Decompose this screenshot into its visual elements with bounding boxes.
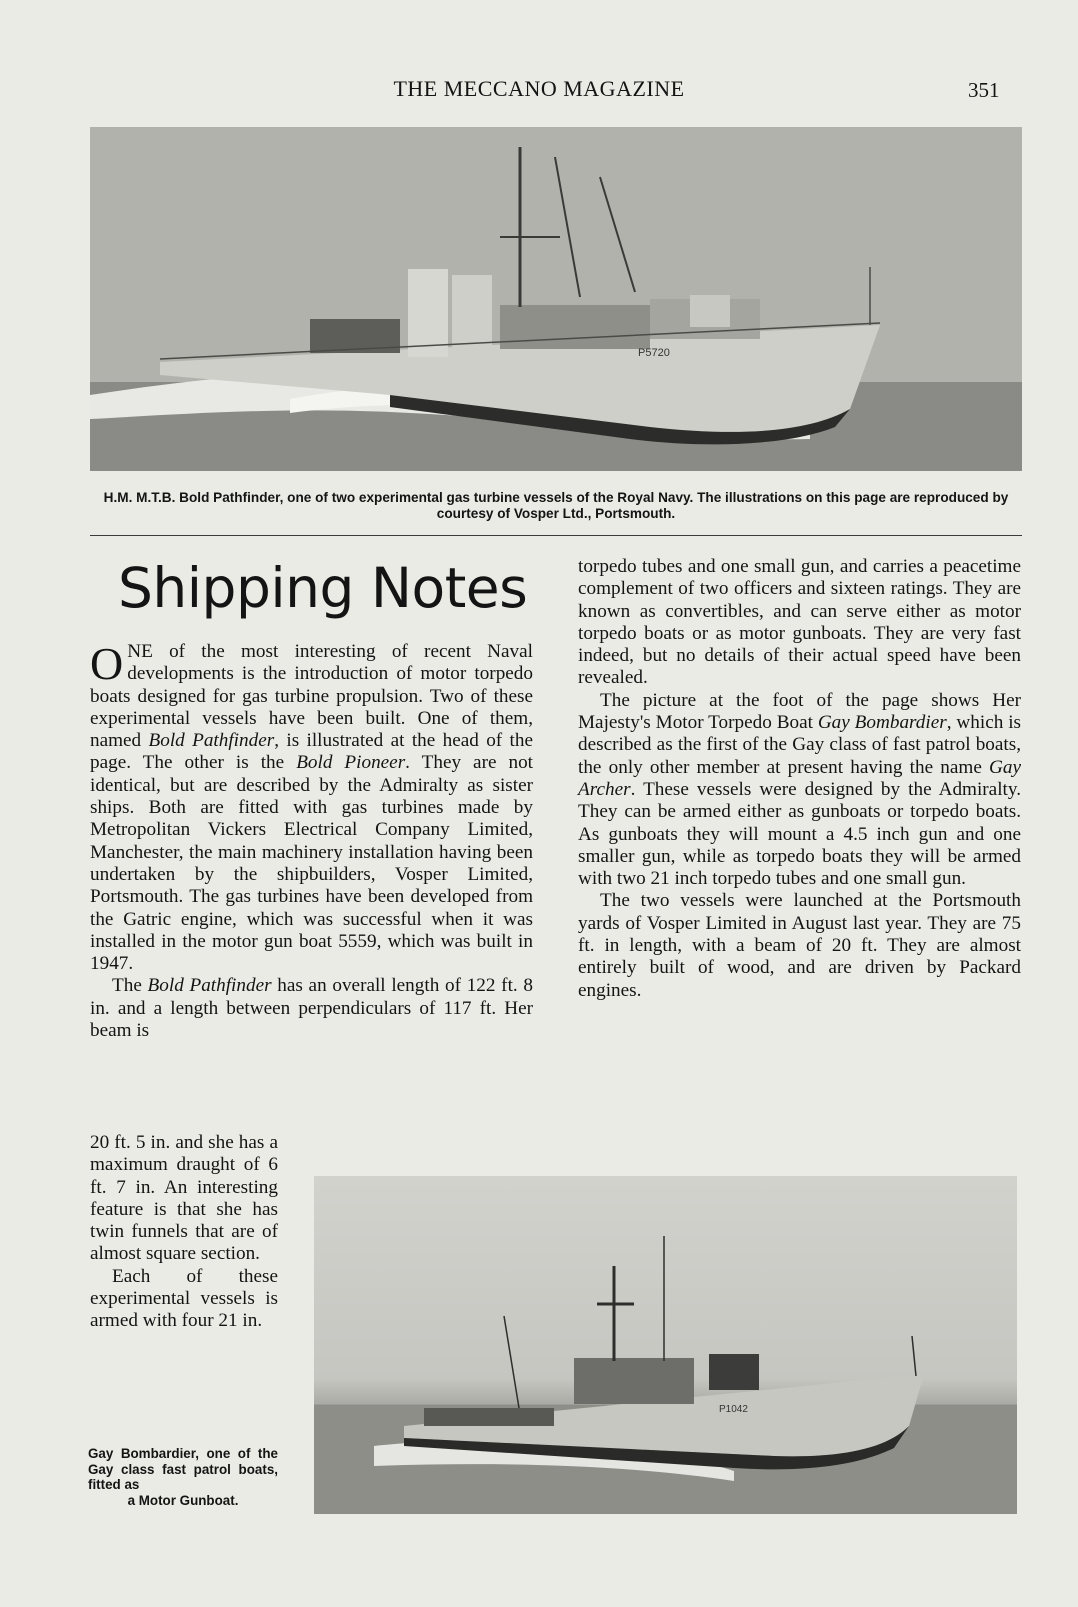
paragraph-2-continued: 20 ft. 5 in. and she has a maximum draught of 6 ft. 7 in. An interesting feature is that she has twin funnels that are of almost square section. — [90, 1132, 278, 1265]
paragraph-4: torpedo tubes and one small gun, and carries a peacetime complement of two officers and sixteen ratings. They are known as convertibles, and can serve either as motor torpedo boats or as motor gunboats. They are very fast indeed, but no details of their actual speed have been revealed. — [578, 556, 1021, 689]
paragraph-text: The picture at the foot of the page shows Her Majesty's Motor Torpedo Boat — [578, 689, 1021, 734]
hull-marking: P1042 — [719, 1404, 748, 1415]
ship-name: Bold Pioneer — [296, 752, 406, 774]
paragraph-3: Each of these experimental vessels is armed with four 21 in. — [90, 1265, 278, 1332]
ship-name: Bold Pathfinder — [147, 975, 272, 997]
paragraph-text: , which is described as the first of the Gay class of fast patrol boats, the only other member at present having the name — [578, 712, 1021, 778]
running-head: THE MECCANO MAGAZINE — [393, 76, 685, 101]
article-title: Shipping Notes — [118, 556, 528, 620]
photo-gay-bombardier — [314, 1176, 1017, 1514]
ship-name: Gay Bombardier — [817, 712, 947, 734]
ship-name: Gay Archer — [578, 756, 1021, 800]
top-photo-caption: H.M. M.T.B. Bold Pathfinder, one of two experimental gas turbine vessels of the Royal Navy. The illustrations on this page are reproduced by courtesy of Vosper Ltd., Portsmouth. — [103, 490, 1009, 521]
narrow-column — [90, 1132, 278, 1333]
column-2 — [578, 556, 1021, 1002]
photo-bold-pathfinder — [90, 127, 1022, 471]
boat-illustration — [90, 127, 1022, 471]
paragraph-text: NE of the most interesting of recent Naval developments is the introduction of motor torpedo boats designed for gas turbine propulsion. Two of these experimental vessels have been built. One of them, named — [90, 641, 533, 752]
paragraph-6: The two vessels were launched at the Portsmouth yards of Vosper Limited in August last year. They are 75 ft. in length, with a beam of 20 ft. They are almost entirely built of wood, and are driven by Packard engines. — [578, 890, 1021, 1001]
paragraph-text: . These vessels were designed by the Admiralty. They can be armed either as gunboats or torpedo boats. As gunboats they will mount a 4.5 inch gun and one smaller gun, while as torpedo boats they will be armed with two 21 inch torpedo tubes and one small gun. — [578, 778, 1021, 890]
boat-illustration — [314, 1176, 1017, 1514]
caption-text-last: a Motor Gunboat. — [127, 1492, 239, 1508]
paragraph-text: , is illustrated at the head of the page. The other is the — [90, 730, 534, 774]
paragraph-1 — [90, 638, 534, 975]
paragraph-text: has an overall length of 122 ft. 8 in. and a length between perpendiculars of 117 ft. Her beam is — [90, 975, 533, 1042]
page-number: 351 — [968, 78, 1000, 102]
paragraph-text: The — [112, 975, 148, 997]
caption-text: Gay Bombardier, one of the Gay class fast patrol boats, fitted as — [88, 1446, 278, 1492]
paragraph-5 — [578, 690, 1021, 891]
divider-rule — [90, 535, 1022, 536]
column-1 — [90, 638, 534, 1042]
hull-marking: P5720 — [638, 347, 670, 359]
paragraph-2 — [90, 975, 533, 1042]
paragraph-text: . They are not identical, but are described by the Admiralty as sister ships. Both are fitted with gas turbines made by Metropolitan Vickers Electrical Company Limited, Manchester, the main machinery installation having been undertaken by the shipbuilders, Vosper Limited, Portsmouth. The gas turbines have been developed from the Gatric engine, which was successful when it was installed in the motor gun boat 5559, which was built in 1947. — [90, 752, 533, 975]
bottom-photo-caption — [88, 1446, 278, 1508]
ship-name: Bold Pathfinder — [148, 730, 275, 752]
drop-cap: O — [90, 638, 124, 689]
